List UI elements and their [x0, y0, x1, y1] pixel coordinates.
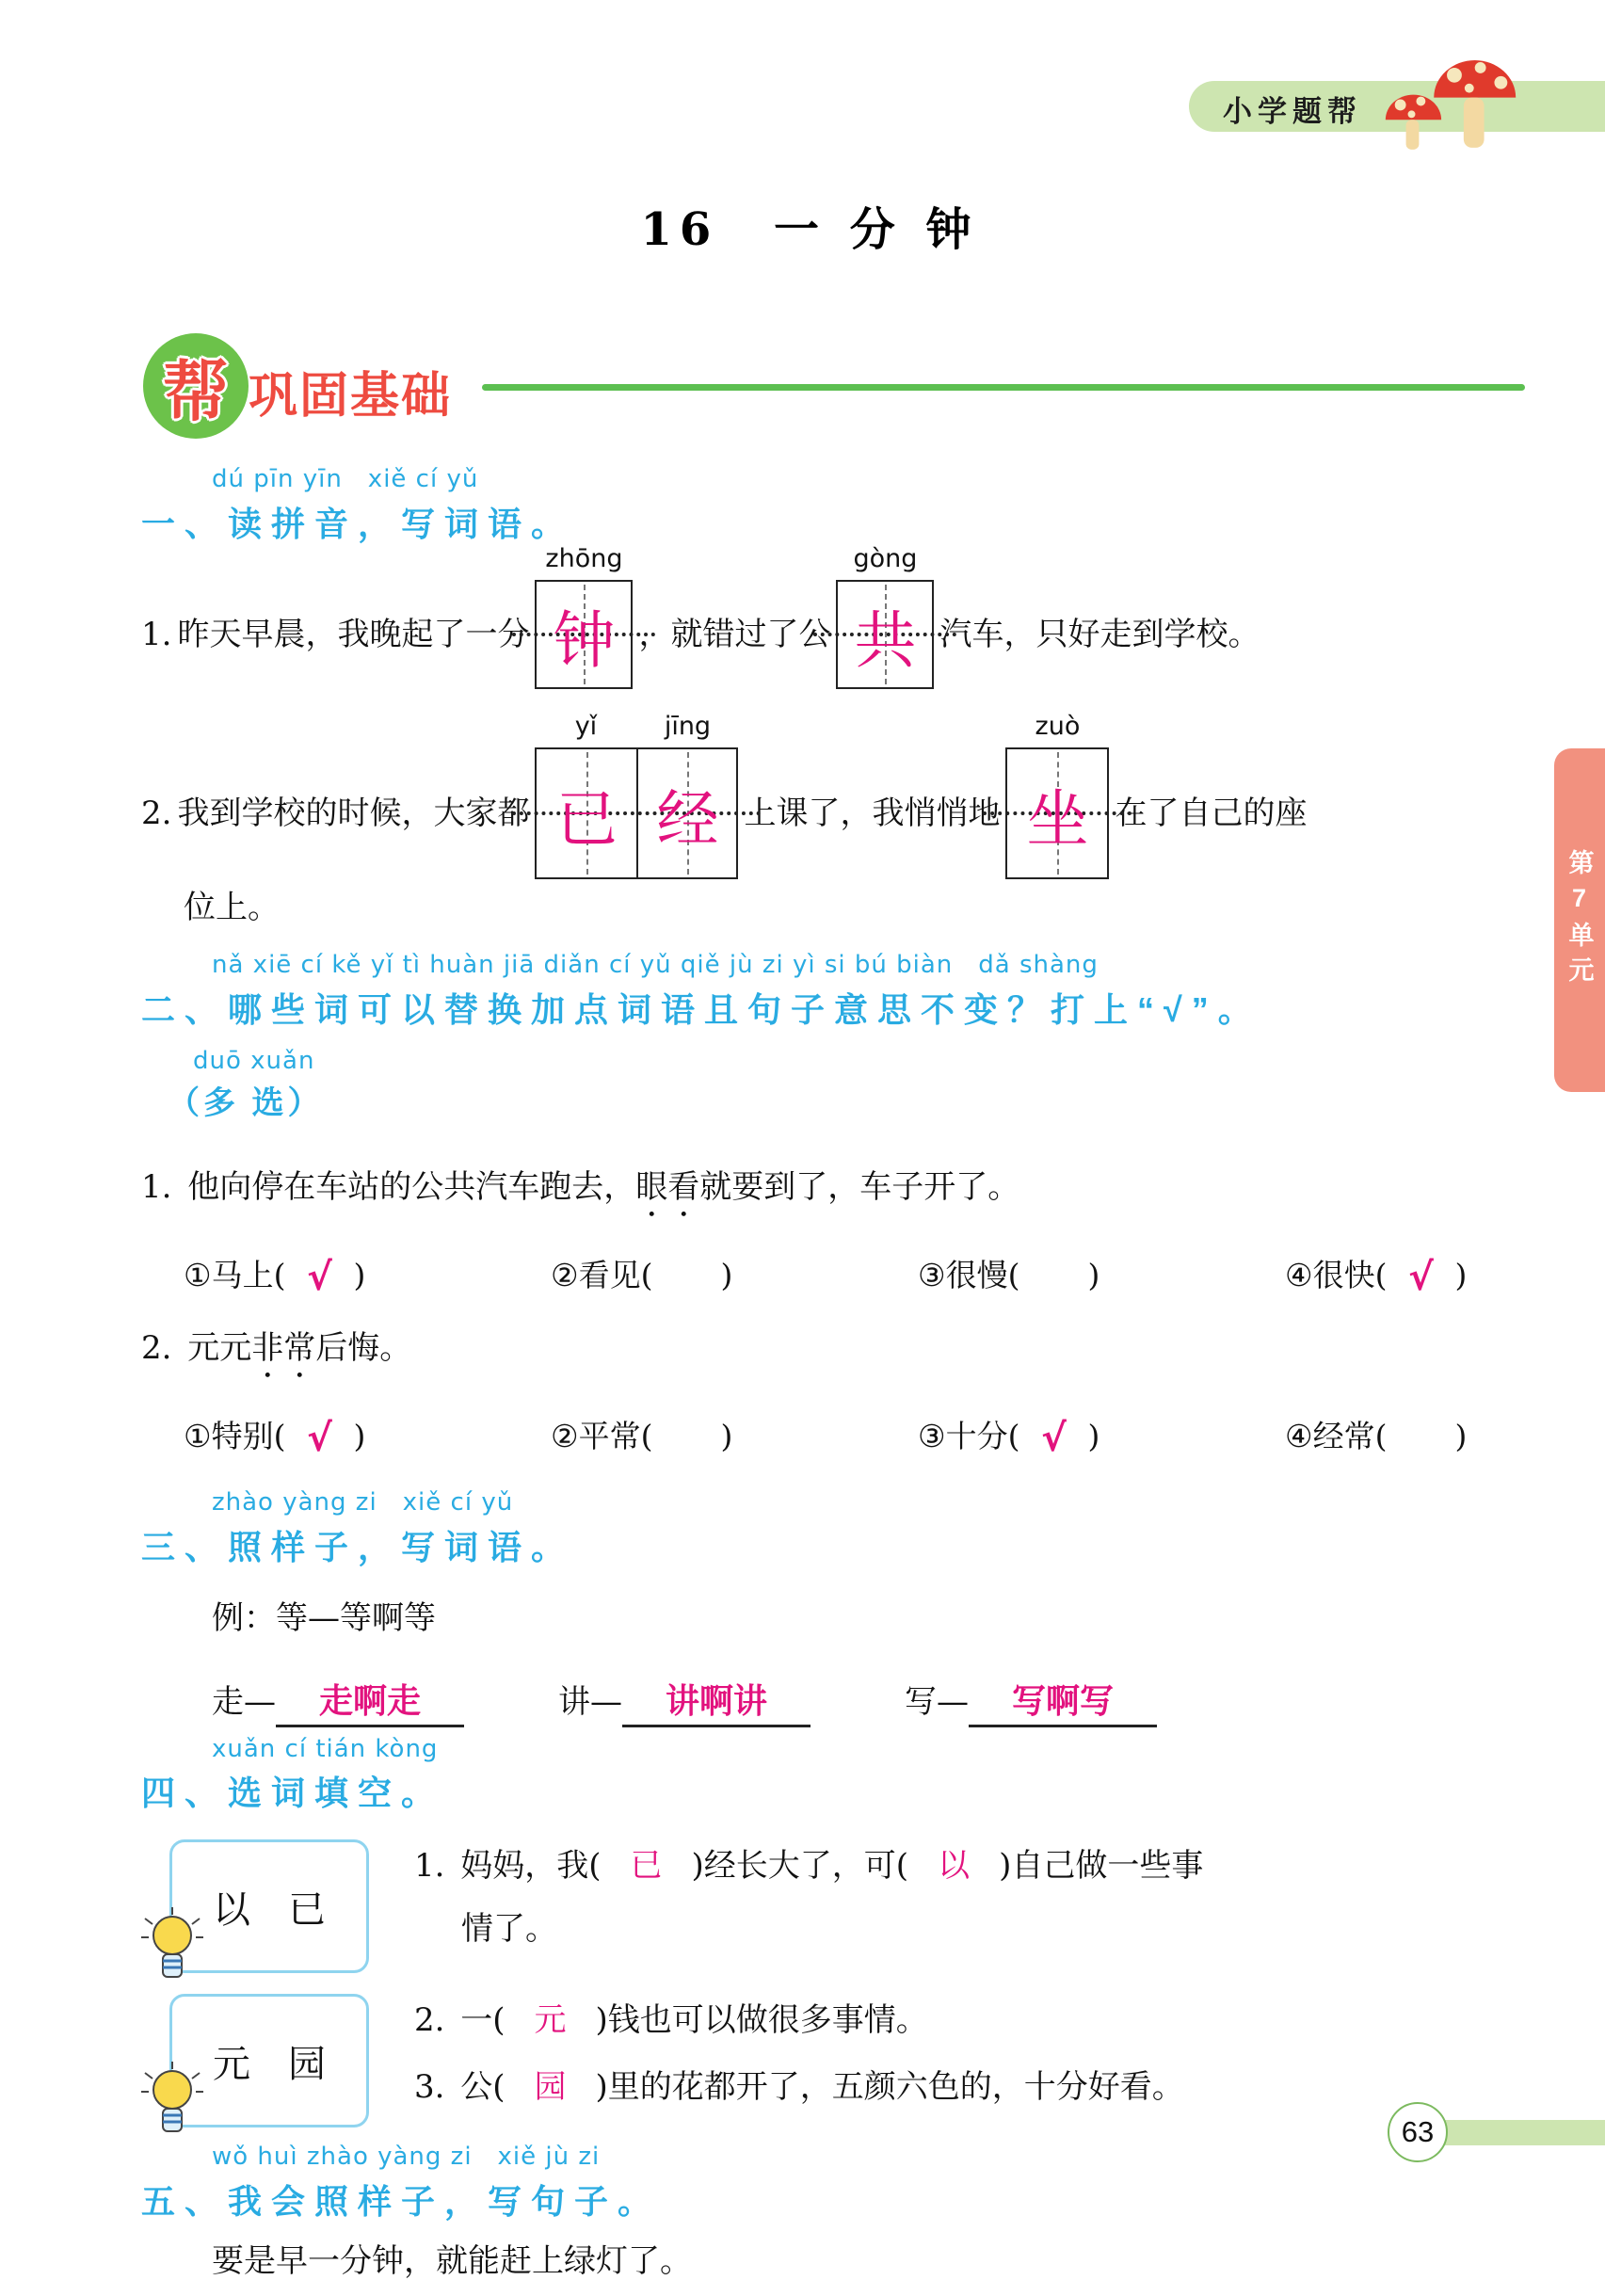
emphasized-word: 眼看	[635, 1168, 700, 1207]
sentence-text: 昨天早晨，我晚起了一分	[177, 615, 530, 653]
option-check: √	[1408, 1256, 1434, 1300]
section-3-title: 三、照样子，写词语。	[141, 1528, 575, 1567]
banner-label: 巩固基础	[249, 369, 453, 424]
option-label: ②看见	[551, 1257, 641, 1294]
choice-group-1	[169, 1839, 1478, 1973]
option-label: ②平常	[551, 1418, 641, 1455]
group-1-items	[414, 1839, 1203, 1949]
section-4	[141, 1735, 1478, 2127]
s4-item-1-continuation: 情了。	[461, 1909, 557, 1948]
section-4-title: 四、选词填空。	[141, 1774, 445, 1813]
section-3	[141, 1483, 1478, 1727]
answer-box	[1005, 712, 1109, 879]
option-paren-open: (	[1007, 1418, 1020, 1455]
section-4-pinyin: xuǎn cí tián kòng	[212, 1735, 439, 1764]
section-1-pinyin: dú pīn yīn xiě cí yǔ	[212, 465, 479, 493]
s2-item-1-options	[141, 1251, 1478, 1299]
option-check: √	[307, 1417, 332, 1461]
option	[551, 1412, 918, 1460]
sentence-text: )钱也可以做很多事情。	[595, 2001, 928, 2040]
option-paren-close: )	[1087, 1257, 1100, 1294]
s1-item-1	[141, 544, 1478, 689]
sentence-text: 在了自己的座	[1115, 794, 1308, 832]
answer-box	[535, 544, 633, 689]
answer-box	[836, 544, 934, 689]
writing-cell	[537, 582, 631, 687]
pair-answer: 写啊写	[969, 1675, 1157, 1727]
box-pinyin: zhōng	[545, 544, 623, 573]
choice-group-2	[169, 1994, 1478, 2127]
example-line: 例：等—等啊等	[212, 1599, 436, 1638]
pair-answer: 讲啊讲	[622, 1675, 811, 1727]
option-paren-close: )	[1454, 1257, 1468, 1294]
option-paren-open: (	[273, 1257, 286, 1294]
s2-item-2-options	[141, 1412, 1478, 1460]
item-number: 1.	[141, 615, 172, 653]
option-paren-close: )	[353, 1257, 366, 1294]
brand-badge-label: 小学题帮	[1223, 95, 1362, 128]
word-choice-words: 以 已	[169, 1839, 369, 1973]
fill-answer: 以	[938, 1847, 971, 1886]
option	[184, 1251, 551, 1299]
pair-prompt: 走—	[212, 1683, 276, 1722]
lesson-number: 16	[640, 203, 719, 256]
sentence-text: 后悔。	[315, 1329, 412, 1368]
s4-item-3	[414, 2066, 1184, 2108]
box-pinyin-1: yǐ	[574, 712, 598, 741]
unit-side-tab	[1554, 748, 1605, 1092]
word-choice-box	[169, 1839, 369, 1973]
option-check: √	[307, 1256, 332, 1300]
option	[918, 1412, 1285, 1460]
sentence-text: )自己做一些事	[999, 1847, 1204, 1886]
option-label: ③十分	[918, 1418, 1008, 1455]
option	[1285, 1412, 1467, 1460]
item-number: 2.	[414, 2001, 445, 2040]
sentence-text: 就要到了，车子开了。	[699, 1168, 1020, 1207]
box-answer: 共	[854, 603, 917, 677]
sentence-text: ，就错过了公	[638, 615, 831, 653]
option-paren-open: (	[640, 1257, 653, 1294]
option-label: ③很慢	[918, 1257, 1008, 1294]
option-label: ④很快	[1285, 1257, 1375, 1294]
emphasized-word: 非常	[251, 1329, 316, 1368]
help-badge-char: 帮	[163, 354, 229, 428]
option	[184, 1412, 551, 1460]
word-choice-words: 元 园	[169, 1994, 369, 2127]
writing-cell	[636, 749, 736, 877]
section-1-title: 一、读拼音，写词语。	[141, 505, 575, 543]
writing-cell	[1007, 749, 1107, 877]
pair-prompt: 写—	[905, 1683, 969, 1722]
option-paren-open: (	[640, 1418, 653, 1455]
item-number: 3.	[414, 2067, 445, 2106]
s4-item-1	[414, 1845, 1203, 1887]
box-answer: 钟	[553, 603, 616, 677]
sentence-text: 上课了，我悄悄地	[744, 794, 1001, 832]
option-check: √	[1041, 1417, 1067, 1461]
s4-item-2	[414, 1999, 1184, 2041]
sentence-text: )里的花都开了，五颜六色的，十分好看。	[595, 2067, 1184, 2106]
sentence-text: 他向停在车站的公共汽车跑去，	[187, 1168, 636, 1207]
writing-grid	[535, 747, 738, 879]
word-choice-box	[169, 1994, 369, 2127]
fill-answer: 已	[630, 1847, 663, 1886]
page-content	[141, 0, 1478, 2283]
writing-cell	[838, 582, 932, 687]
option-paren-close: )	[720, 1257, 733, 1294]
option-paren-open: (	[1007, 1257, 1020, 1294]
option	[551, 1251, 918, 1299]
sentence-text: )经长大了，可(	[691, 1847, 909, 1886]
answer-box	[535, 712, 738, 879]
s2-item-1	[141, 1166, 1478, 1225]
box-pinyin	[535, 712, 738, 741]
box-pinyin: gòng	[853, 544, 918, 573]
fill-answer: 园	[534, 2067, 567, 2106]
section-5	[141, 2137, 1478, 2282]
section-5-pinyin: wǒ huì zhào yàng zi xiě jù zi	[212, 2143, 601, 2172]
sentence-text: 公(	[460, 2067, 506, 2106]
word-pair	[905, 1675, 1157, 1727]
section-2	[141, 945, 1478, 1460]
section-2-sub-label: （多 选）	[168, 1085, 324, 1122]
box-answer: 已	[555, 782, 618, 856]
section-banner	[141, 333, 1478, 444]
fill-answer: 元	[534, 2001, 567, 2040]
lightbulb-icon	[137, 2060, 207, 2141]
model-sentence: 要是早一分钟，就能赶上绿灯了。	[212, 2242, 692, 2281]
option-paren-open: (	[1374, 1257, 1388, 1294]
writing-grid	[1005, 747, 1109, 879]
sentence-continuation: 位上。	[184, 889, 280, 926]
sentence-text: 妈妈，我(	[460, 1847, 602, 1886]
word-pairs	[212, 1675, 1478, 1727]
option-paren-close: )	[1454, 1418, 1468, 1455]
option-paren-open: (	[273, 1418, 286, 1455]
banner-rule	[482, 384, 1525, 391]
option-label: ①特别	[184, 1418, 274, 1455]
writing-cell	[537, 749, 636, 877]
section-3-pinyin: zhào yàng zi xiě cí yǔ	[212, 1488, 514, 1517]
word-pair	[558, 1675, 811, 1727]
page-number: 63	[1401, 2115, 1435, 2148]
lesson-name: 一 分 钟	[774, 203, 979, 256]
sentence-text: 元元	[187, 1329, 252, 1368]
lightbulb-icon	[137, 1905, 207, 1986]
section-2-title: 二、哪些词可以替换加点词语且句子意思不变？打上“√”。	[141, 990, 1261, 1030]
item-number: 2.	[141, 794, 172, 832]
writing-grid	[836, 580, 934, 689]
sentence-text: 我到学校的时候，大家都	[177, 794, 530, 832]
option-paren-close: )	[1087, 1418, 1100, 1455]
page-number-badge	[1388, 2102, 1448, 2162]
section-2-pinyin: nǎ xiē cí kě yǐ tì huàn jiā diǎn cí yǔ qiě jù zi yì si bú biàn dǎ shàng	[212, 951, 1099, 980]
option	[1285, 1251, 1467, 1299]
box-pinyin: zuò	[1035, 712, 1081, 741]
option-paren-close: )	[353, 1418, 366, 1455]
option-paren-close: )	[720, 1418, 733, 1455]
lesson-title	[141, 193, 1478, 258]
box-answer: 经	[656, 782, 719, 856]
item-number: 1.	[414, 1847, 445, 1886]
box-pinyin-2: jīng	[664, 712, 712, 741]
option-paren-open: (	[1374, 1418, 1388, 1455]
option	[918, 1251, 1285, 1299]
option-label: ①马上	[184, 1257, 274, 1294]
section-5-title: 五、我会照样子，写句子。	[141, 2182, 662, 2222]
word-pair	[212, 1675, 464, 1727]
item-number: 1.	[141, 1168, 172, 1207]
unit-side-tab-label: 第7单元	[1565, 849, 1594, 991]
option-label: ④经常	[1285, 1418, 1375, 1455]
section-1	[141, 459, 1478, 928]
sentence-text: 一(	[460, 2001, 506, 2040]
box-answer: 坐	[1026, 782, 1089, 856]
sentence-text: 汽车，只好走到学校。	[939, 615, 1260, 653]
item-number: 2.	[141, 1329, 172, 1368]
s2-item-2	[141, 1327, 1478, 1386]
pair-prompt: 讲—	[558, 1683, 622, 1722]
s1-item-2	[141, 712, 1478, 879]
help-badge-icon	[143, 333, 249, 439]
pair-answer: 走啊走	[276, 1675, 464, 1727]
section-2-sub-pinyin: duō xuǎn	[193, 1047, 315, 1076]
writing-grid	[535, 580, 633, 689]
group-2-items	[414, 1994, 1184, 2107]
